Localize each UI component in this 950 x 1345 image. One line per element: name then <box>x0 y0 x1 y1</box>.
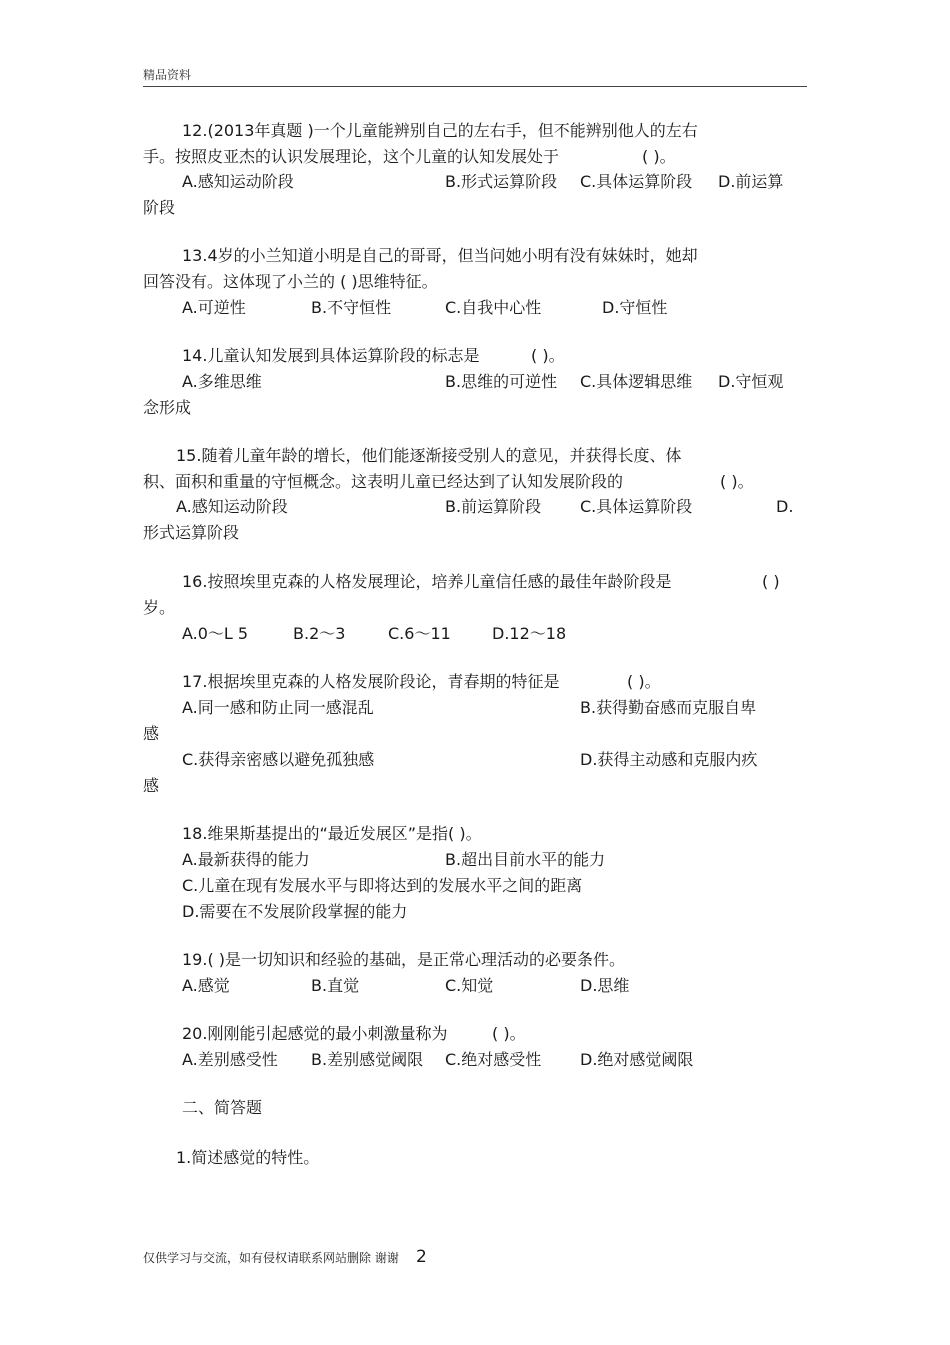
question-stem: 岁。 <box>143 598 176 617</box>
question-stem: 19.( )是一切知识和经验的基础，是正常心理活动的必要条件。 <box>182 950 626 969</box>
option-b: B.差别感觉阈限 <box>311 1050 424 1069</box>
option-d: D.获得主动感和克服内疚 <box>580 750 758 769</box>
answer-blank: ( )。 <box>492 1024 526 1043</box>
answer-blank: ( )。 <box>531 346 565 365</box>
option-d: D.需要在不发展阶段掌握的能力 <box>182 902 408 921</box>
option-a: A.差别感受性 <box>182 1050 278 1069</box>
option-a: A.感知运动阶段 <box>182 172 294 191</box>
option-d: D.思维 <box>580 976 630 995</box>
option-c: C.具体运算阶段 <box>580 497 693 516</box>
option-d: D. <box>776 497 794 516</box>
question-stem: 13.4岁的小兰知道小明是自己的哥哥，但当问她小明有没有妹妹时，她却 <box>182 246 698 265</box>
option-d: D.前运算 <box>718 172 784 191</box>
question-stem: 14.儿童认知发展到具体运算阶段的标志是 <box>182 346 480 365</box>
answer-blank: ( )。 <box>627 672 661 691</box>
option-b: B.2～3 <box>293 624 346 643</box>
question-stem: 积、面积和重量的守恒概念。这表明儿童已经达到了认知发展阶段的 <box>143 472 624 491</box>
option-d: D.12～18 <box>492 624 567 643</box>
option-a: A.同一感和防止同一感混乱 <box>182 698 374 717</box>
header-label: 精品资料 <box>143 68 192 82</box>
option-d-continuation: 念形成 <box>143 398 192 417</box>
option-c: C.知觉 <box>445 976 494 995</box>
option-a: A.可逆性 <box>182 298 246 317</box>
option-c: C.获得亲密感以避免孤独感 <box>182 750 375 769</box>
question-stem: 手。按照皮亚杰的认识发展理论，这个儿童的认知发展处于 <box>143 147 560 166</box>
question-stem: 12.(2013年真题 )一个儿童能辨别自己的左右手，但不能辨别他人的左右 <box>182 121 698 140</box>
option-c: C.儿童在现有发展水平与即将达到的发展水平之间的距离 <box>182 876 583 895</box>
option-a: A.最新获得的能力 <box>182 850 310 869</box>
option-b: B.前运算阶段 <box>445 497 542 516</box>
option-d-continuation: 阶段 <box>143 198 176 217</box>
header-rule <box>143 86 807 87</box>
option-d: D.绝对感觉阈限 <box>580 1050 694 1069</box>
option-b-continuation: 感 <box>143 724 160 743</box>
question-stem: 回答没有。这体现了小兰的 ( )思维特征。 <box>143 272 438 291</box>
question-stem: 15.随着儿童年龄的增长，他们能逐渐接受别人的意见，并获得长度、体 <box>176 446 682 465</box>
page-number: 2 <box>416 1247 427 1267</box>
question-stem: 20.刚刚能引起感觉的最小刺激量称为 <box>182 1024 448 1043</box>
question-stem: 18.维果斯基提出的“最近发展区”是指( )。 <box>182 824 482 843</box>
question-stem: 17.根据埃里克森的人格发展阶段论，青春期的特征是 <box>182 672 560 691</box>
option-d: D.守恒性 <box>602 298 668 317</box>
option-a: A.感觉 <box>182 976 230 995</box>
option-a: A.0～L 5 <box>182 624 249 643</box>
footer-text: 仅供学习与交流，如有侵权请联系网站删除 谢谢 <box>143 1251 399 1265</box>
option-b: B.不守恒性 <box>311 298 392 317</box>
section-title: 二、简答题 <box>182 1098 263 1117</box>
option-c: C.自我中心性 <box>445 298 542 317</box>
short-answer-question: 1.简述感觉的特性。 <box>176 1148 320 1167</box>
option-b: B.思维的可逆性 <box>445 372 558 391</box>
option-a: A.感知运动阶段 <box>176 497 288 516</box>
question-stem: 16.按照埃里克森的人格发展理论，培养儿童信任感的最佳年龄阶段是 <box>182 572 672 591</box>
option-a: A.多维思维 <box>182 372 262 391</box>
option-c: C.具体运算阶段 <box>580 172 693 191</box>
answer-blank: ( )。 <box>642 147 676 166</box>
option-c: C.具体逻辑思维 <box>580 372 693 391</box>
option-d: D.守恒观 <box>718 372 784 391</box>
option-d-continuation: 形式运算阶段 <box>143 523 240 542</box>
option-b: B.形式运算阶段 <box>445 172 558 191</box>
option-d-continuation: 感 <box>143 776 160 795</box>
option-b: B.超出目前水平的能力 <box>445 850 606 869</box>
option-c: C.绝对感受性 <box>445 1050 542 1069</box>
option-b: B.获得勤奋感而克服自卑 <box>580 698 757 717</box>
option-c: C.6～11 <box>388 624 451 643</box>
answer-blank: ( )。 <box>720 472 754 491</box>
option-b: B.直觉 <box>311 976 360 995</box>
answer-blank: ( ) <box>762 572 780 591</box>
